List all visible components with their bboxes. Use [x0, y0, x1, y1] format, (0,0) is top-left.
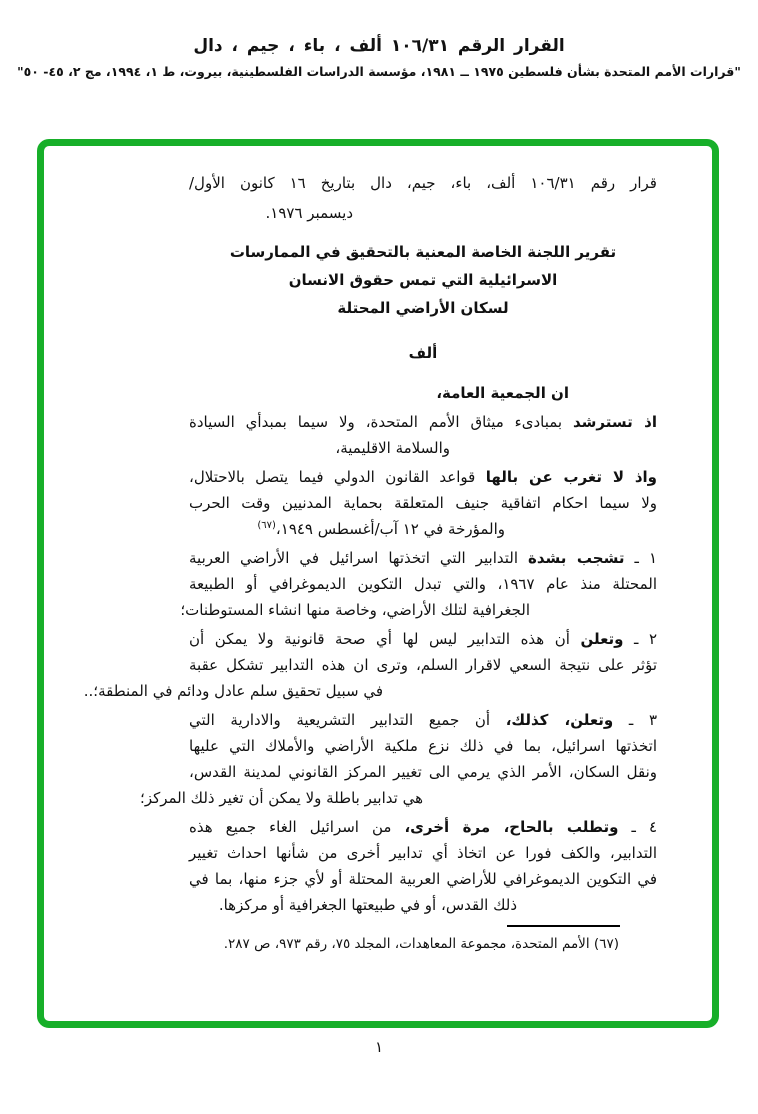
footnote-block: [189, 925, 657, 955]
text-line: [189, 866, 657, 892]
footnote-separator: [507, 925, 620, 927]
text-line: [189, 733, 657, 759]
text-line: [189, 545, 657, 571]
page-header-source: "قرارات الأمم المتحدة بشأن فلسطين ١٩٧٥ ــ ١٩٨١، مؤسسة الدراسات الفلسطينية، بيروت، ط ١، ١٩٩٤، مج ٢، ٤٥- ٥٠": [17, 64, 741, 79]
page-number: ١: [374, 1038, 384, 1056]
bold-text-segment: واذ لا تغرب عن بالها: [485, 468, 657, 486]
text-segment: ولا سيما احكام اتفاقية جنيف المتعلقة بحماية المدنيين وقت الحرب: [189, 494, 657, 512]
document-body: [83, 168, 658, 921]
text-line: [189, 409, 657, 435]
text-line: [189, 168, 657, 198]
text-line: [189, 294, 657, 322]
text-segment: ٢ ـ: [623, 630, 658, 648]
text-line: [83, 678, 657, 704]
body-block: [189, 409, 657, 461]
bold-text-segment: اذ تسترشد: [573, 413, 657, 431]
text-line: [189, 380, 657, 406]
text-segment: أن هذه التدابير ليس لها أي صحة قانونية ولا يمكن أن: [189, 630, 581, 648]
text-segment: من اسرائيل الغاء جميع هذه: [189, 818, 405, 836]
text-segment: الجغرافية لتلك الأراضي، وخاصة منها انشاء المستوطنات؛: [180, 601, 530, 619]
text-line: [180, 597, 657, 623]
text-line: [189, 516, 657, 542]
text-line: [189, 814, 657, 840]
text-line: [189, 652, 657, 678]
bold-text-segment: تشجب بشدة: [528, 549, 625, 567]
body-block: [140, 707, 657, 811]
body-block: [180, 545, 657, 623]
text-segment: هي تدابير باطلة ولا يمكن أن تغير ذلك المركز؛: [140, 789, 423, 807]
body-block: [189, 464, 657, 542]
text-segment: لسكان الأراضي المحتلة: [337, 299, 509, 317]
text-segment: التدابير، والكف فورا عن اتخاذ أي تدابير أخرى من شأنها احداث تغيير: [189, 844, 657, 862]
text-segment: تؤثر على نتيجة السعي لاقرار السلم، وترى ان هذه التدابير تشكل عقبة: [189, 656, 657, 674]
text-segment: التدابير التي اتخذتها اسرائيل في الأراضي العربية: [189, 549, 529, 567]
body-block: [189, 814, 657, 918]
text-line: [189, 759, 657, 785]
text-segment: الاسرائيلية التي تمس حقوق الانسان: [288, 271, 558, 289]
text-line: [189, 266, 657, 294]
bold-text-segment: وتطلب بالحاح، مرة أخرى،: [404, 818, 619, 836]
text-segment: أن جميع التدابير التشريعية والادارية التي: [189, 711, 506, 729]
page: [0, 36, 758, 1114]
text-segment: قرار رقم ١٠٦/٣١ ألف، باء، جيم، دال بتاريخ ١٦ كانون الأول/: [189, 174, 657, 192]
text-line: [189, 340, 657, 366]
text-segment: تقرير اللجنة الخاصة المعنية بالتحقيق في الممارسات: [229, 243, 617, 261]
text-line: [189, 464, 657, 490]
text-segment: بمبادىء ميثاق الأمم المتحدة، ولا سيما بمبدأي السيادة: [189, 413, 574, 431]
bold-text-segment: وتعلن، كذلك،: [505, 711, 614, 729]
document-highlight-box: [37, 139, 719, 1028]
text-segment: ونقل السكان، الأمر الذي يرمي الى تغيير المركز القانوني لمدينة القدس،: [189, 763, 657, 781]
text-line: [189, 198, 657, 228]
text-segment: ٣ ـ: [613, 711, 657, 729]
text-segment: والسلامة الاقليمية،: [335, 439, 450, 457]
footnote-ref: (٦٧): [257, 520, 276, 531]
bold-text-segment: ان الجمعية العامة،: [436, 384, 569, 402]
text-segment: المحتلة منذ عام ١٩٦٧، والتي تبدل التكوين الديموغرافي أو الطبيعة: [189, 575, 657, 593]
section-block: [189, 340, 657, 366]
page-header: [0, 36, 758, 79]
text-line: [189, 840, 657, 866]
text-segment: في سبيل تحقيق سلم عادل ودائم في المنطقة؛..: [83, 682, 383, 700]
opener-block: [189, 380, 657, 406]
intro-block: [189, 168, 657, 228]
text-line: [189, 892, 657, 918]
text-line: [189, 435, 657, 461]
text-line: [189, 707, 657, 733]
text-segment: في التكوين الديموغرافي للأراضي العربية المحتلة أو لأي جزء منها، بما في: [189, 870, 657, 888]
text-segment: والمؤرخة في ١٢ آب/أغسطس ١٩٤٩،: [275, 520, 505, 538]
text-segment: ٤ ـ: [618, 818, 657, 836]
text-segment: ديسمبر ١٩٧٦.: [265, 204, 353, 222]
text-line: [189, 626, 657, 652]
text-line: [189, 490, 657, 516]
text-segment: ١ ـ: [624, 549, 657, 567]
text-line: [189, 571, 657, 597]
page-header-title: القرار الرقم ١٠٦/٣١ ألف ، باء ، جيم ، دال: [193, 36, 565, 56]
text-segment: قواعد القانون الدولي فيما يتصل بالاحتلال،: [189, 468, 486, 486]
bold-text-segment: وتعلن: [580, 630, 624, 648]
text-line: [189, 238, 657, 266]
footnote-text: (٦٧) الأمم المتحدة، مجموعة المعاهدات، المجلد ٧٥، رقم ٩٧٣، ص ٢٨٧.: [223, 936, 619, 952]
text-line: [140, 785, 657, 811]
text-segment: ذلك القدس، أو في طبيعتها الجغرافية أو مركزها.: [218, 896, 517, 914]
body-block: [83, 626, 658, 704]
text-segment: ألف: [408, 344, 438, 362]
text-segment: اتخذتها اسرائيل، بما في ذلك نزع ملكية الأراضي والأملاك التي عليها: [189, 737, 657, 755]
heading-block: [189, 238, 657, 322]
